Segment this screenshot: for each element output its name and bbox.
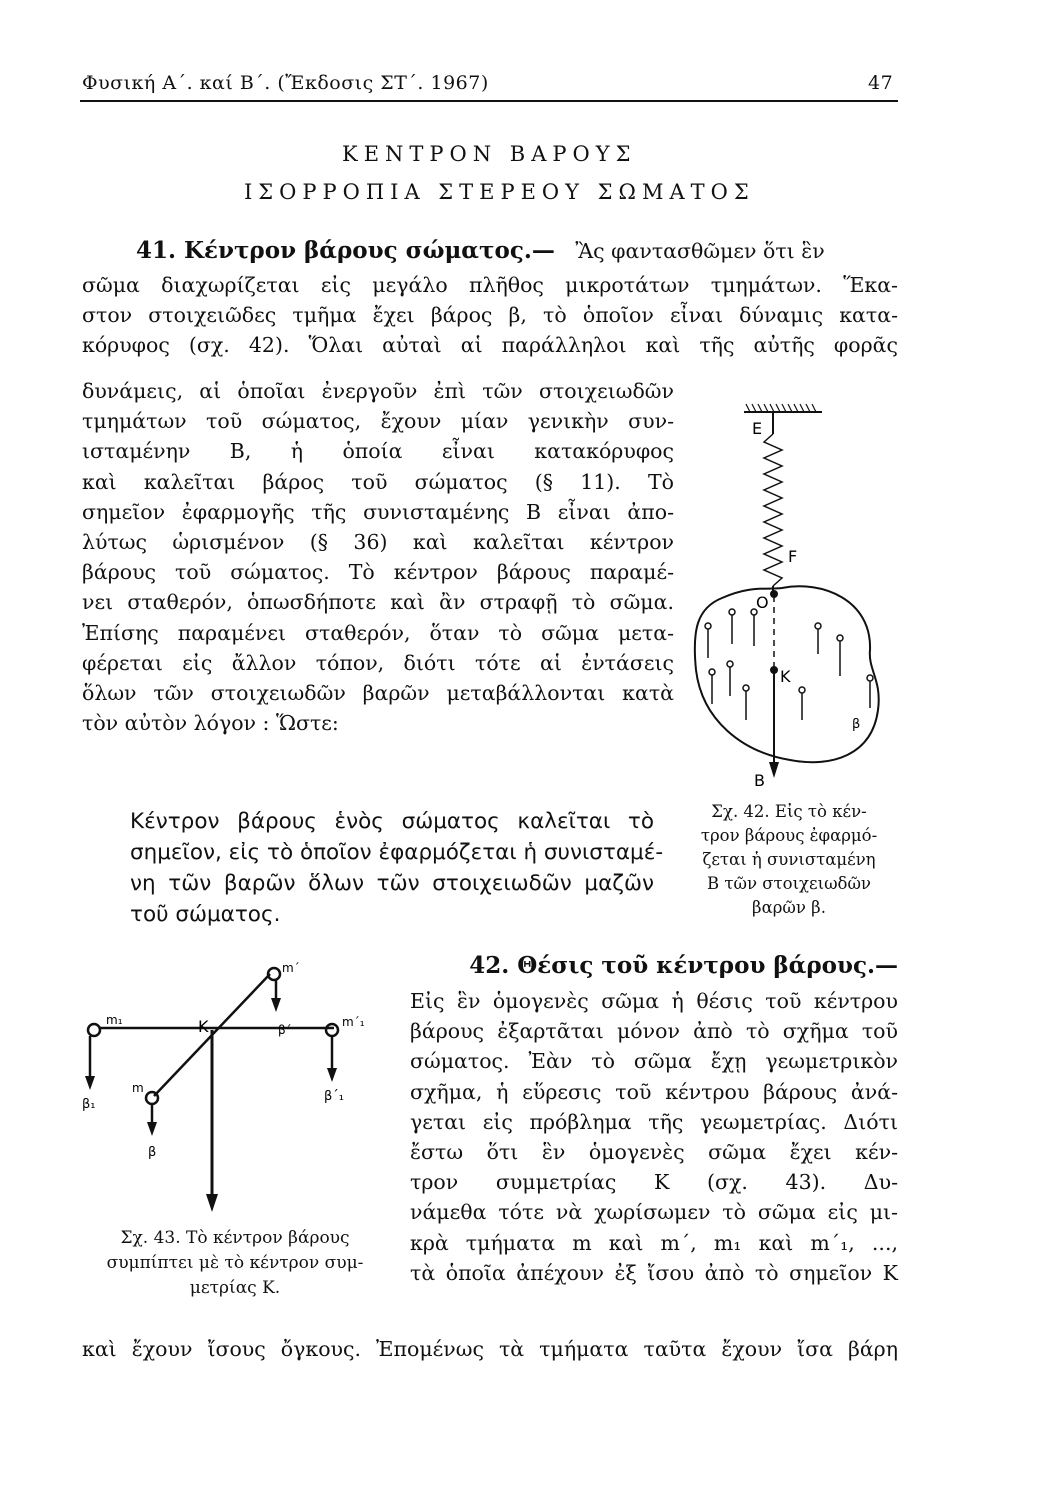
section-42-line: Εἰς ἓν ὁμογενὲς σῶμα ἡ θέσις τοῦ κέντρου [410, 989, 898, 1013]
figure-43-caption [72, 1226, 398, 1301]
weight-b-prime-arrowhead [271, 998, 281, 1012]
resultant-arrowhead [769, 762, 779, 778]
label-b1-prime: β΄₁ [324, 1089, 345, 1104]
weight-b-arrowhead [147, 1122, 157, 1136]
label-m: m [132, 1081, 144, 1095]
section-41-paragraph-narrow [82, 376, 674, 738]
running-header: Φυσική Α΄. καί Β΄. (Ἔκδοσις ΣΤ΄. 1967) [82, 72, 489, 94]
label-E: E [752, 419, 763, 438]
definition-block [130, 806, 664, 930]
weight-b1-prime-arrowhead [327, 1068, 337, 1082]
section-42-line: κρὰ τμήματα m καὶ m΄, m₁ καὶ m΄₁, ..., [410, 1230, 898, 1255]
caption-line: Σχ. 42. Εἰς τὸ κέν- [711, 802, 867, 821]
section-42-paragraph [410, 986, 898, 1288]
section-42-line: σώματος. Ἐὰν τὸ σῶμα ἔχῃ γεωμετρικὸν [410, 1049, 898, 1074]
section-42-line: γεται εἰς πρόβλημα τῆς γεωμετρίας. Διότι [410, 1109, 898, 1134]
definition-line: σημεῖον, εἰς τὸ ὁποῖον ἐφαρμόζεται ἡ συνισταμέ- [130, 840, 664, 865]
section-41-line: δυνάμεις, αἱ ὁποῖαι ἐνεργοῦν ἐπὶ τῶν στοιχειωδῶν [82, 379, 674, 403]
elementary-weights [705, 609, 873, 720]
section-42-line: ἔστω ὅτι ἓν ὁμογενὲς σῶμα ἔχει κέν- [410, 1140, 898, 1165]
section-41-line: ὅλων τῶν στοιχειωδῶν βαρῶν μεταβάλλονται κατὰ [82, 681, 674, 706]
label-beta: β [852, 717, 861, 732]
figure-42-caption [678, 800, 900, 920]
caption-line: μετρίας Κ. [189, 1278, 281, 1298]
section-41-line: νει σταθερόν, ὁπωσδήποτε καὶ ἂν στραφῇ τὸ σῶμα. [82, 590, 674, 615]
header-rule [80, 100, 898, 102]
mass-m1-prime [326, 1024, 338, 1036]
section-41-line: τὸν αὐτὸν λόγον : Ὥστε: [82, 711, 339, 736]
spring-coil [764, 434, 782, 586]
section-41-line: καὶ καλεῖται βάρος τοῦ σώματος (§ 11). Τὸ [82, 469, 674, 494]
section-42-line: τρον συμμετρίας Κ (σχ. 43). Δυ- [410, 1170, 898, 1195]
label-F: F [788, 547, 798, 566]
section-42-line: βάρους ἐξαρτᾶται μόνον ἀπὸ τὸ σχῆμα τοῦ [410, 1019, 898, 1044]
label-K: K [780, 667, 791, 686]
caption-line: Β τῶν στοιχειωδῶν [707, 874, 871, 893]
section-42-heading: 42. Θέσις τοῦ κέντρου βάρους.— [469, 952, 898, 979]
caption-line: βαρῶν β. [752, 898, 826, 917]
resultant-arrowhead [206, 1194, 218, 1212]
caption-line: Σχ. 43. Τὸ κέντρον βάρους [120, 1228, 350, 1248]
section-42-last-line: καὶ ἔχουν ἴσους ὄγκους. Ἐπομένως τὰ τμήματα ταῦτα ἔχουν ἴσα βάρη [82, 1337, 898, 1361]
weight-b1-arrowhead [85, 1076, 95, 1090]
figure-42 [672, 390, 902, 800]
label-m-prime: m΄ [282, 961, 300, 975]
section-41-line: Ἐπίσης παραμένει σταθερόν, ὅταν τὸ σῶμα μετα- [82, 620, 674, 645]
ceiling-hatching [746, 404, 816, 412]
point-K [771, 667, 777, 673]
section-41-line: βάρους τοῦ σώματος. Τὸ κέντρον βάρους παραμέ- [82, 560, 674, 585]
label-m1-prime: m΄₁ [342, 1015, 365, 1029]
section-41-heading: 41. Κέντρον βάρους σώματος.— [136, 237, 555, 264]
section-41-line: σημεῖον ἐφαρμογῆς τῆς συνισταμένης Β εἶναι ἀπο- [82, 499, 674, 524]
label-m1: m₁ [106, 1013, 123, 1027]
section-41-line: σῶμα διαχωρίζεται εἰς μεγάλο πλῆθος μικροτάτων τμημάτων. Ἕκα- [82, 273, 898, 297]
section-42-line: νάμεθα τότε νὰ χωρίσωμεν τὸ σῶμα εἰς μι- [410, 1200, 898, 1225]
label-K: K [198, 1017, 209, 1036]
label-O: O [756, 593, 769, 612]
section-41-line: ισταμένην Β, ἡ ὁποία εἶναι κατακόρυφος [82, 439, 674, 464]
mass-m1 [88, 1024, 100, 1036]
label-b1: β₁ [82, 1097, 96, 1112]
section-42-line: τὰ ὁποῖα ἀπέχουν ἐξ ἴσου ἀπὸ τὸ σημεῖον Κ [410, 1260, 898, 1285]
mass-m [146, 1092, 158, 1104]
chapter-title: ΚΕΝΤΡΟΝ ΒΑΡΟΥΣ [342, 142, 637, 166]
label-b-prime: β΄ [278, 1023, 292, 1037]
section-41-line: φέρεται εἰς ἄλλον τόπον, διότι τότε αἱ ἐντάσεις [82, 650, 674, 675]
label-b: β [148, 1145, 157, 1160]
caption-line: συμπίπτει μὲ τὸ κέντρον συμ- [106, 1253, 364, 1273]
figure-43 [70, 960, 370, 1220]
definition-line: νη τῶν βαρῶν ὅλων τῶν στοιχειωδῶν μαζῶν [130, 871, 654, 896]
section-41-first-line [136, 236, 898, 266]
point-O [771, 591, 777, 597]
page-number: 47 [868, 72, 894, 94]
caption-line: ζεται ἡ συνισταμένη [702, 850, 876, 869]
label-B: B [754, 771, 765, 790]
section-41-paragraph-full [82, 270, 898, 361]
definition-line: τοῦ σώματος. [130, 902, 281, 927]
section-42-line: σχῆμα, ἡ εὕρεσις τοῦ κέντρου βάρους ἀνά- [410, 1079, 898, 1104]
section-41-line: λύτως ὡρισμένον (§ 36) καὶ καλεῖται κέντρον [82, 530, 674, 555]
section-41-line: στον στοιχειῶδες τμῆμα ἔχει βάρος β, τὸ ὁποῖον εἶναι δύναμις κατα- [82, 303, 898, 328]
caption-line: τρον βάρους ἐφαρμό- [700, 826, 878, 845]
chapter-subtitle: ΙΣΟΡΡΟΠΙΑ ΣΤΕΡΕΟΥ ΣΩΜΑΤΟΣ [244, 180, 755, 204]
definition-line: Κέντρον βάρους ἑνὸς σώματος καλεῖται τὸ [130, 809, 654, 834]
section-41-line: Ἂς φαντασθῶμεν ὅτι ἓν [575, 239, 825, 263]
section-41-line: κόρυφος (σχ. 42). Ὅλαι αὐταὶ αἱ παράλληλοι καὶ τῆς αὐτῆς φορᾶς [82, 333, 898, 358]
section-41-line: τμημάτων τοῦ σώματος, ἔχουν μίαν γενικὴν συν- [82, 409, 674, 434]
